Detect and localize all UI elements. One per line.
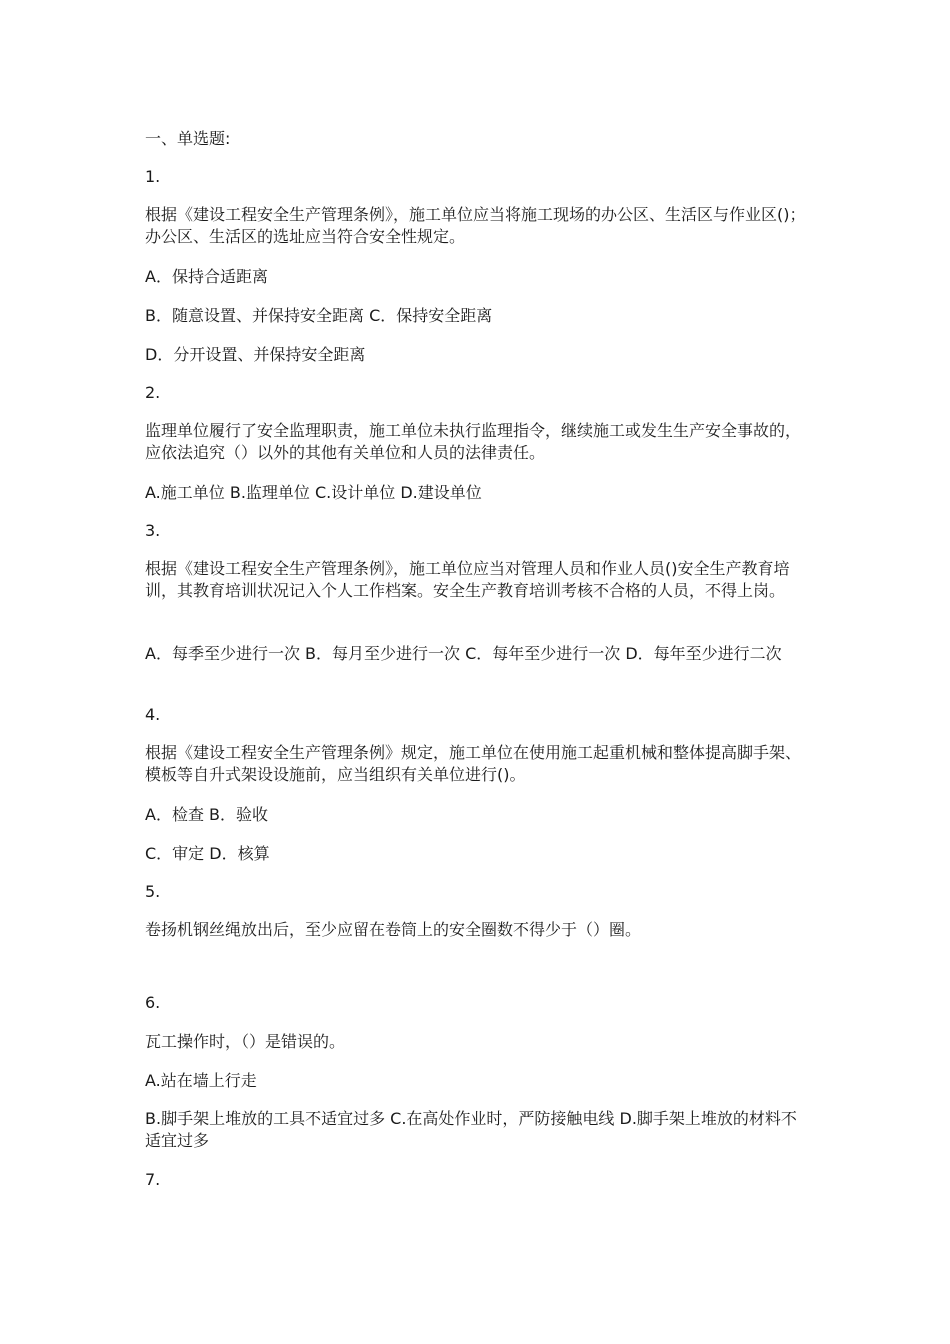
question-stem: 瓦工操作时，（）是错误的。: [145, 1032, 346, 1051]
question-option: B．随意设置、并保持安全距离 C．保持安全距离: [145, 306, 493, 325]
question-stem: 根据《建设工程安全生产管理条例》规定，施工单位在使用施工起重机械和整体提高脚手架、模板等自升式架设设施前，应当组织有关单位进行()。: [145, 743, 802, 784]
question-option: A.施工单位 B.监理单位 C.设计单位 D.建设单位: [145, 483, 482, 502]
question-number: 5.: [145, 882, 161, 901]
question-option: A．检查 B．验收: [145, 805, 269, 824]
question-number: 6.: [145, 993, 161, 1012]
question-stem: 监理单位履行了安全监理职责，施工单位未执行监理指令，继续施工或发生生产安全事故的，应依法追究（）以外的其他有关单位和人员的法律责任。: [145, 421, 802, 462]
question-number: 1.: [145, 167, 161, 186]
question-option: D．分开设置、并保持安全距离: [145, 345, 366, 364]
question-number: 4.: [145, 705, 161, 724]
question-number: 3.: [145, 521, 161, 540]
question-option: A．每季至少进行一次 B．每月至少进行一次 C．每年至少进行一次 D．每年至少进行二次: [145, 644, 782, 663]
question-stem: 根据《建设工程安全生产管理条例》，施工单位应当对管理人员和作业人员()安全生产教育培训，其教育培训状况记入个人工作档案。安全生产教育培训考核不合格的人员，不得上岗。: [145, 559, 790, 600]
question-option: A．保持合适距离: [145, 267, 268, 286]
question-stem: 根据《建设工程安全生产管理条例》，施工单位应当将施工现场的办公区、生活区与作业区()；办公区、生活区的选址应当符合安全性规定。: [145, 205, 806, 246]
question-number: 2.: [145, 383, 161, 402]
question-stem: 卷扬机钢丝绳放出后，至少应留在卷筒上的安全圈数不得少于（）圈。: [145, 920, 642, 939]
question-option: A.站在墙上行走: [145, 1071, 257, 1090]
section-title: 一、单选题:: [145, 129, 231, 148]
question-option: C．审定 D．核算: [145, 844, 270, 863]
question-option: B.脚手架上堆放的工具不适宜过多 C.在高处作业时，严防接触电线 D.脚手架上堆放的材料不适宜过多: [145, 1109, 797, 1150]
question-number: 7.: [145, 1170, 161, 1189]
